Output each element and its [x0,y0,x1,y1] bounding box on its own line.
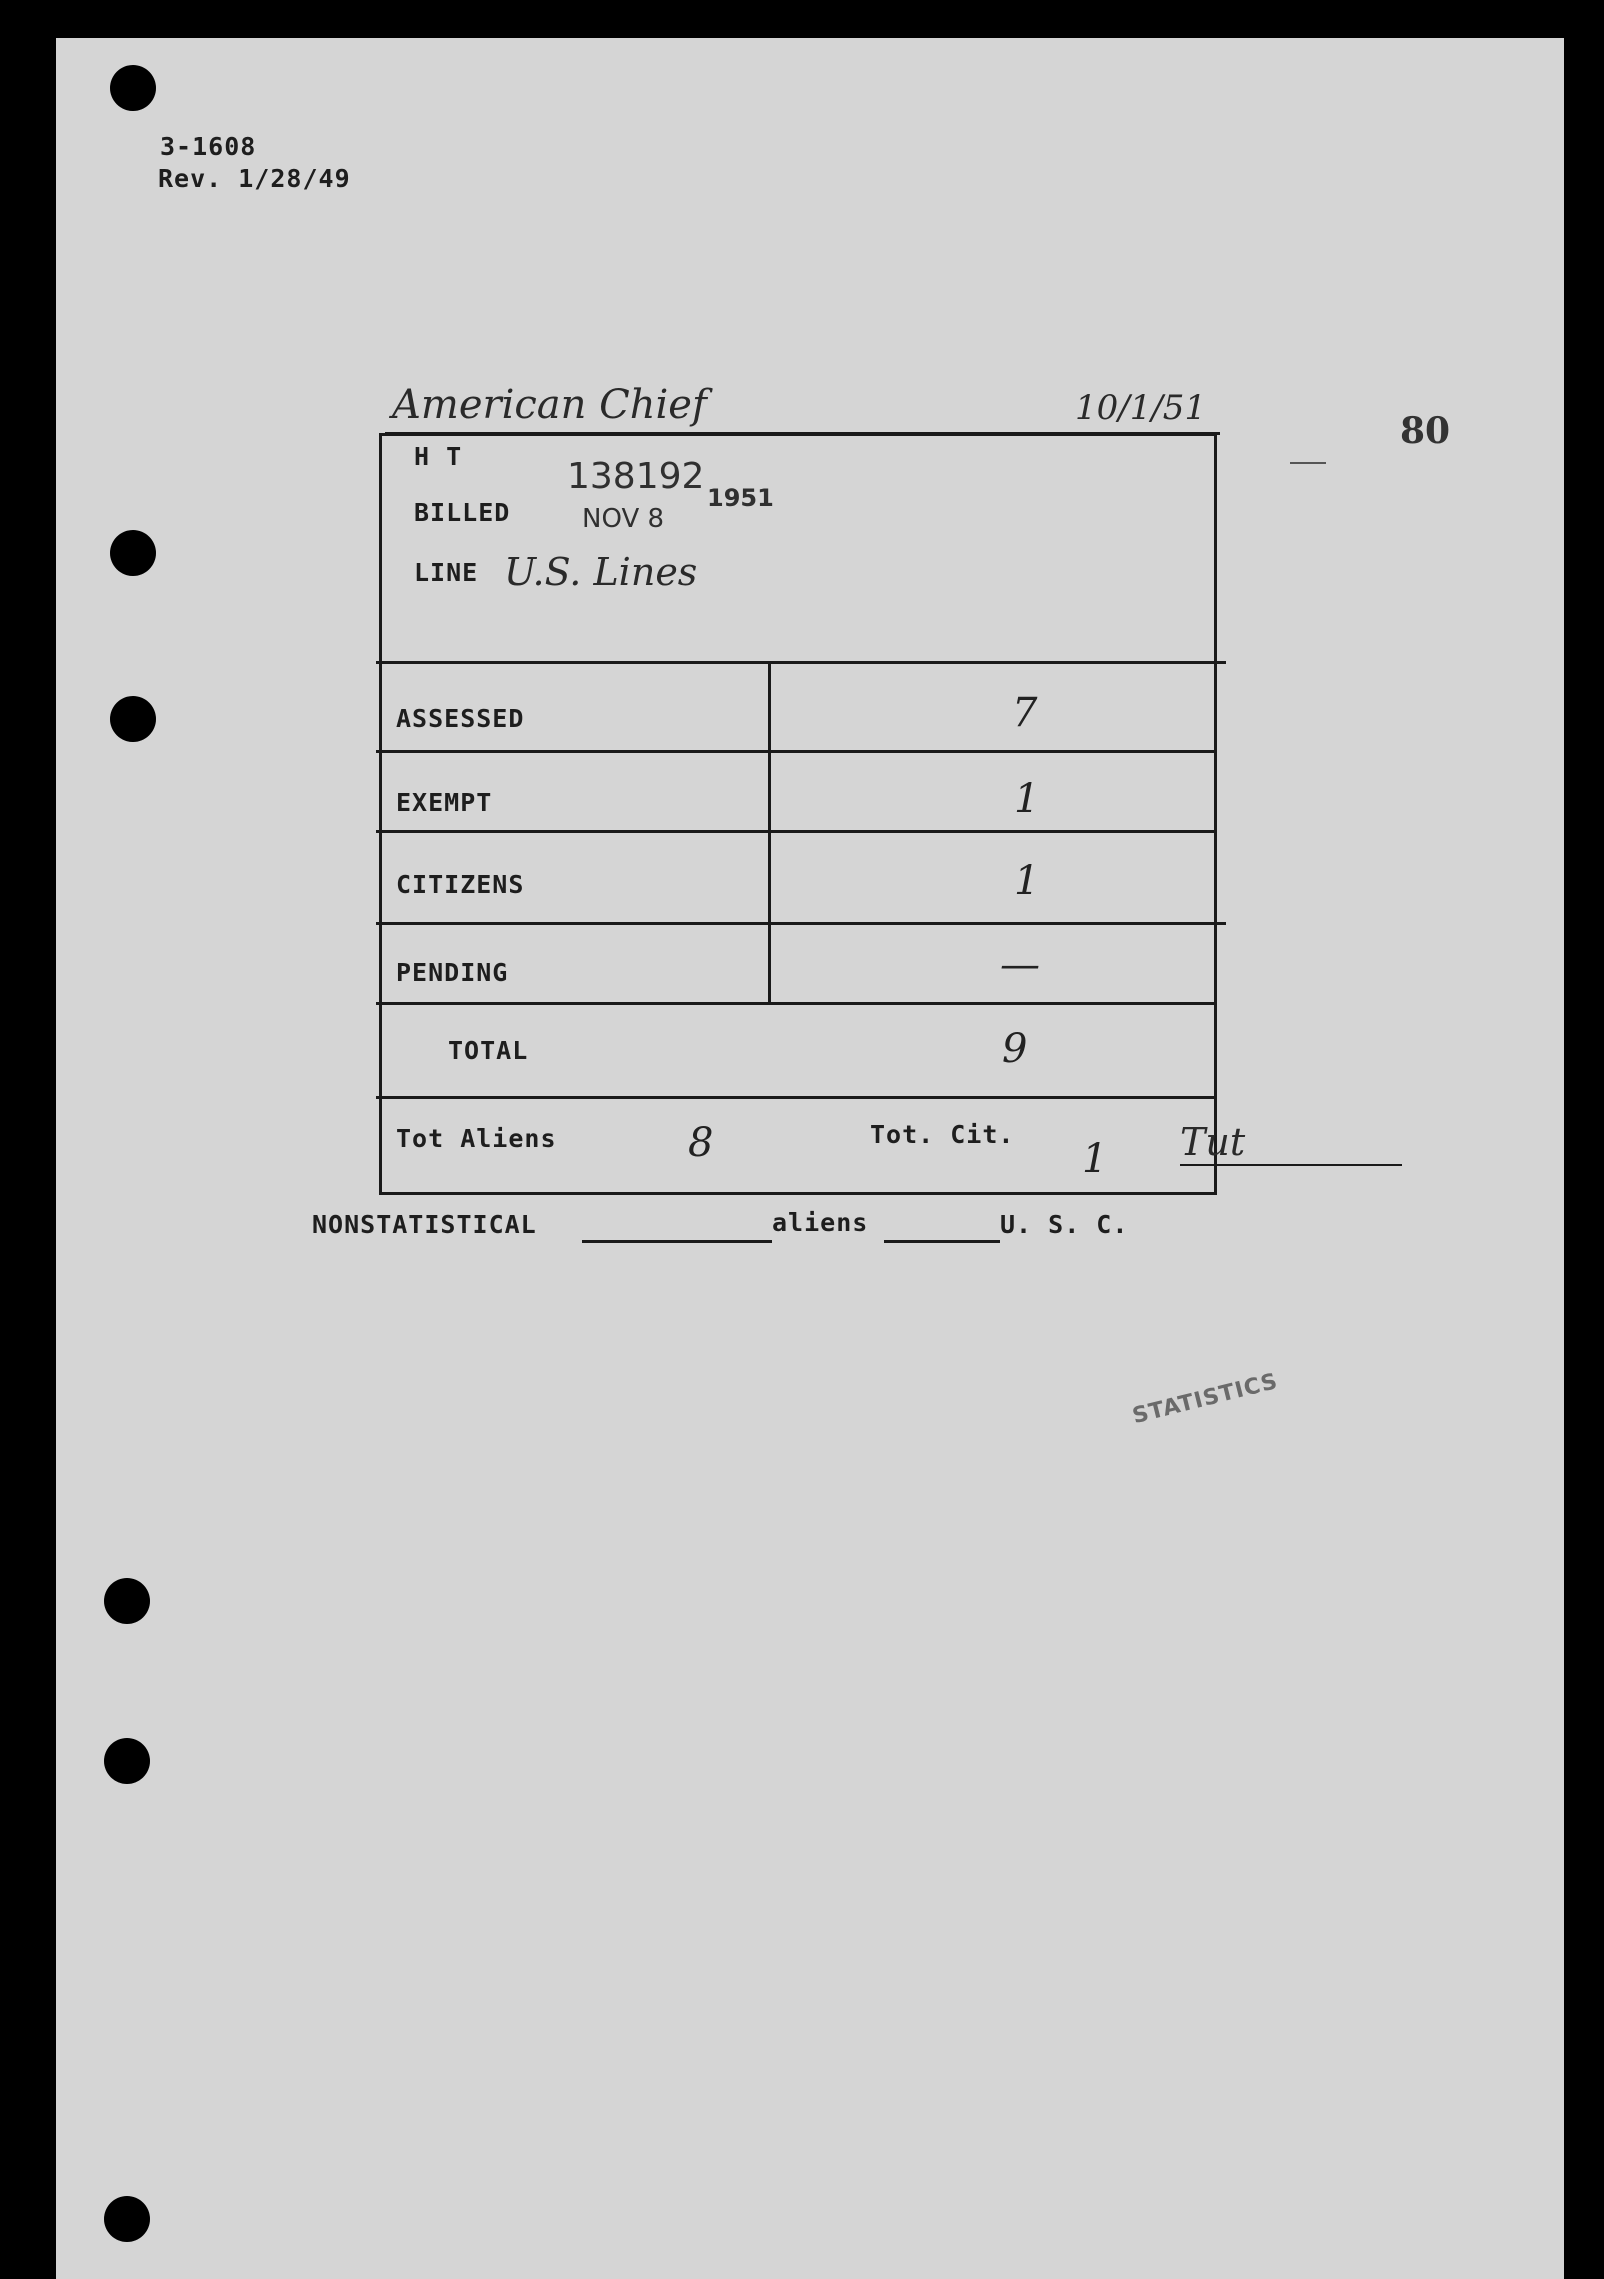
total-value: 9 [1002,1026,1028,1072]
margin-dash [1290,462,1326,464]
date: 10/1/51 [1075,388,1207,428]
tot-aliens-value: 8 [688,1120,714,1166]
nonstatistical-blank [582,1240,772,1243]
statistics-table [379,433,1217,1195]
table-divider [376,661,1226,664]
statistics-stamp: STATISTICS [1130,1368,1281,1430]
billed-label: BILLED [414,498,511,527]
row-value-exempt: 1 [1014,776,1040,822]
row-value-citizens: 1 [1014,858,1040,904]
form-number: 3-1608 [160,132,257,161]
aliens-label: aliens [772,1208,869,1237]
punch-hole [104,1738,150,1784]
column-divider [768,661,771,1005]
row-label-citizens: CITIZENS [396,870,525,899]
usc-label: U. S. C. [1000,1210,1129,1239]
page-number: 80 [1400,410,1451,452]
billed-year: 1951 [707,484,774,512]
tot-cit-value: 1 [1082,1136,1108,1182]
punch-hole [110,530,156,576]
tot-cit-label: Tot. Cit. [870,1120,1015,1149]
initials-signature: Tut [1180,1120,1246,1164]
nonstatistical-label: NONSTATISTICAL [312,1210,537,1239]
punch-hole [110,696,156,742]
punch-hole [110,65,156,111]
form-revision: Rev. 1/28/49 [158,164,351,193]
punch-hole [104,2196,150,2242]
signature-line [1180,1164,1402,1166]
row-value-assessed: 7 [1012,690,1038,736]
row-label-assessed: ASSESSED [396,704,525,733]
aliens-blank [884,1240,1000,1243]
ht-number: 138192 [567,456,705,497]
ht-label: H T [414,442,463,471]
punch-hole [104,1578,150,1624]
table-divider [376,1096,1214,1099]
table-divider [376,922,1226,925]
billed-stamp: NOV 8 [582,504,665,534]
line-label: LINE [414,558,479,587]
row-label-pending: PENDING [396,958,509,987]
row-label-exempt: EXEMPT [396,788,493,817]
table-divider [376,750,1214,753]
total-label: TOTAL [448,1036,529,1065]
row-value-pending: — [1000,942,1040,988]
tot-aliens-label: Tot Aliens [396,1124,557,1153]
ship-name: American Chief [392,382,707,428]
line-value: U.S. Lines [504,550,698,594]
table-divider [376,1002,1214,1005]
table-divider [376,830,1214,833]
